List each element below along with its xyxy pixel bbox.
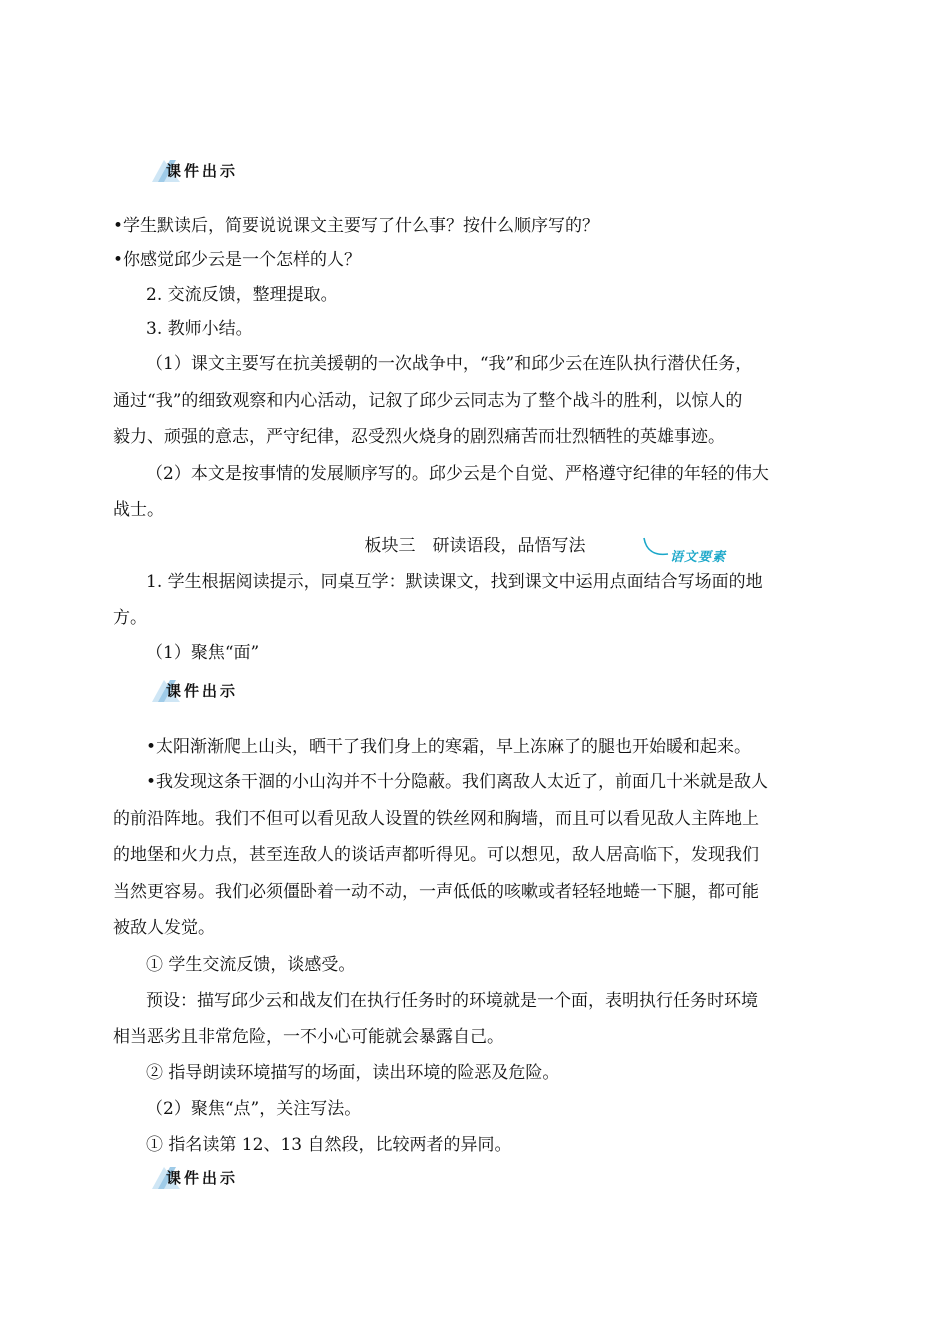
courseware-banner bbox=[150, 1165, 260, 1191]
text-line: •学生默读后，简要说说课文主要写了什么事？按什么顺序写的？ bbox=[113, 216, 600, 236]
banner-label: 课件出示 bbox=[166, 162, 239, 180]
courseware-banner bbox=[150, 678, 260, 704]
banner-label: 课件出示 bbox=[166, 682, 239, 700]
courseware-banner bbox=[150, 158, 260, 184]
text-line: ① 指名读第 12、13 自然段，比较两者的异同。 bbox=[146, 1135, 512, 1155]
language-element-tag bbox=[640, 536, 770, 566]
text-line: 战士。 bbox=[113, 500, 164, 520]
text-line: 1. 学生根据阅读提示，同桌互学：默读课文，找到课文中运用点面结合写场面的地 bbox=[146, 572, 763, 592]
text-line: 方。 bbox=[113, 608, 147, 628]
text-line: （1）聚焦“面” bbox=[146, 643, 260, 663]
text-line: 当然更容易。我们必须僵卧着一动不动，一声低低的咳嗽或者轻轻地蜷一下腿，都可能 bbox=[113, 882, 759, 902]
text-line: •我发现这条干涸的小山沟并不十分隐蔽。我们离敌人太近了，前面几十米就是敌人 bbox=[146, 772, 769, 792]
text-line: 的地堡和火力点，甚至连敌人的谈话声都听得见。可以想见，敌人居高临下，发现我们 bbox=[113, 845, 759, 865]
text-line: 通过“我”的细致观察和内心活动，记叙了邱少云同志为了整个战斗的胜利，以惊人的 bbox=[113, 391, 743, 411]
banner-label: 课件出示 bbox=[166, 1169, 239, 1187]
text-line: 相当恶劣且非常危险，一不小心可能就会暴露自己。 bbox=[113, 1027, 504, 1047]
text-line: •太阳渐渐爬上山头，晒干了我们身上的寒霜，早上冻麻了的腿也开始暖和起来。 bbox=[146, 737, 752, 757]
text-line: 毅力、顽强的意志，严守纪律，忍受烈火烧身的剧烈痛苦而壮烈牺牲的英雄事迹。 bbox=[113, 427, 725, 447]
text-line: 3. 教师小结。 bbox=[146, 319, 253, 339]
tag-label: 语文要素 bbox=[670, 550, 727, 565]
text-line: 预设：描写邱少云和战友们在执行任务时的环境就是一个面，表明执行任务时环境 bbox=[146, 991, 758, 1011]
text-line: （1）课文主要写在抗美援朝的一次战争中，“我”和邱少云在连队执行潜伏任务， bbox=[146, 354, 753, 374]
text-line: （2）本文是按事情的发展顺序写的。邱少云是个自觉、严格遵守纪律的年轻的伟大 bbox=[146, 464, 769, 484]
text-line: •你感觉邱少云是一个怎样的人？ bbox=[113, 250, 362, 270]
text-line: ② 指导朗读环境描写的场面，读出环境的险恶及危险。 bbox=[146, 1063, 560, 1083]
text-line: 被敌人发觉。 bbox=[113, 918, 215, 938]
text-line: ① 学生交流反馈，谈感受。 bbox=[146, 955, 356, 975]
text-line: （2）聚焦“点”，关注写法。 bbox=[146, 1099, 362, 1119]
text-line: 2. 交流反馈，整理提取。 bbox=[146, 285, 338, 305]
text-line: 的前沿阵地。我们不但可以看见敌人设置的铁丝网和胸墙，而且可以看见敌人主阵地上 bbox=[113, 809, 759, 829]
section-heading: 板块三 研读语段，品悟写法 bbox=[364, 536, 586, 556]
